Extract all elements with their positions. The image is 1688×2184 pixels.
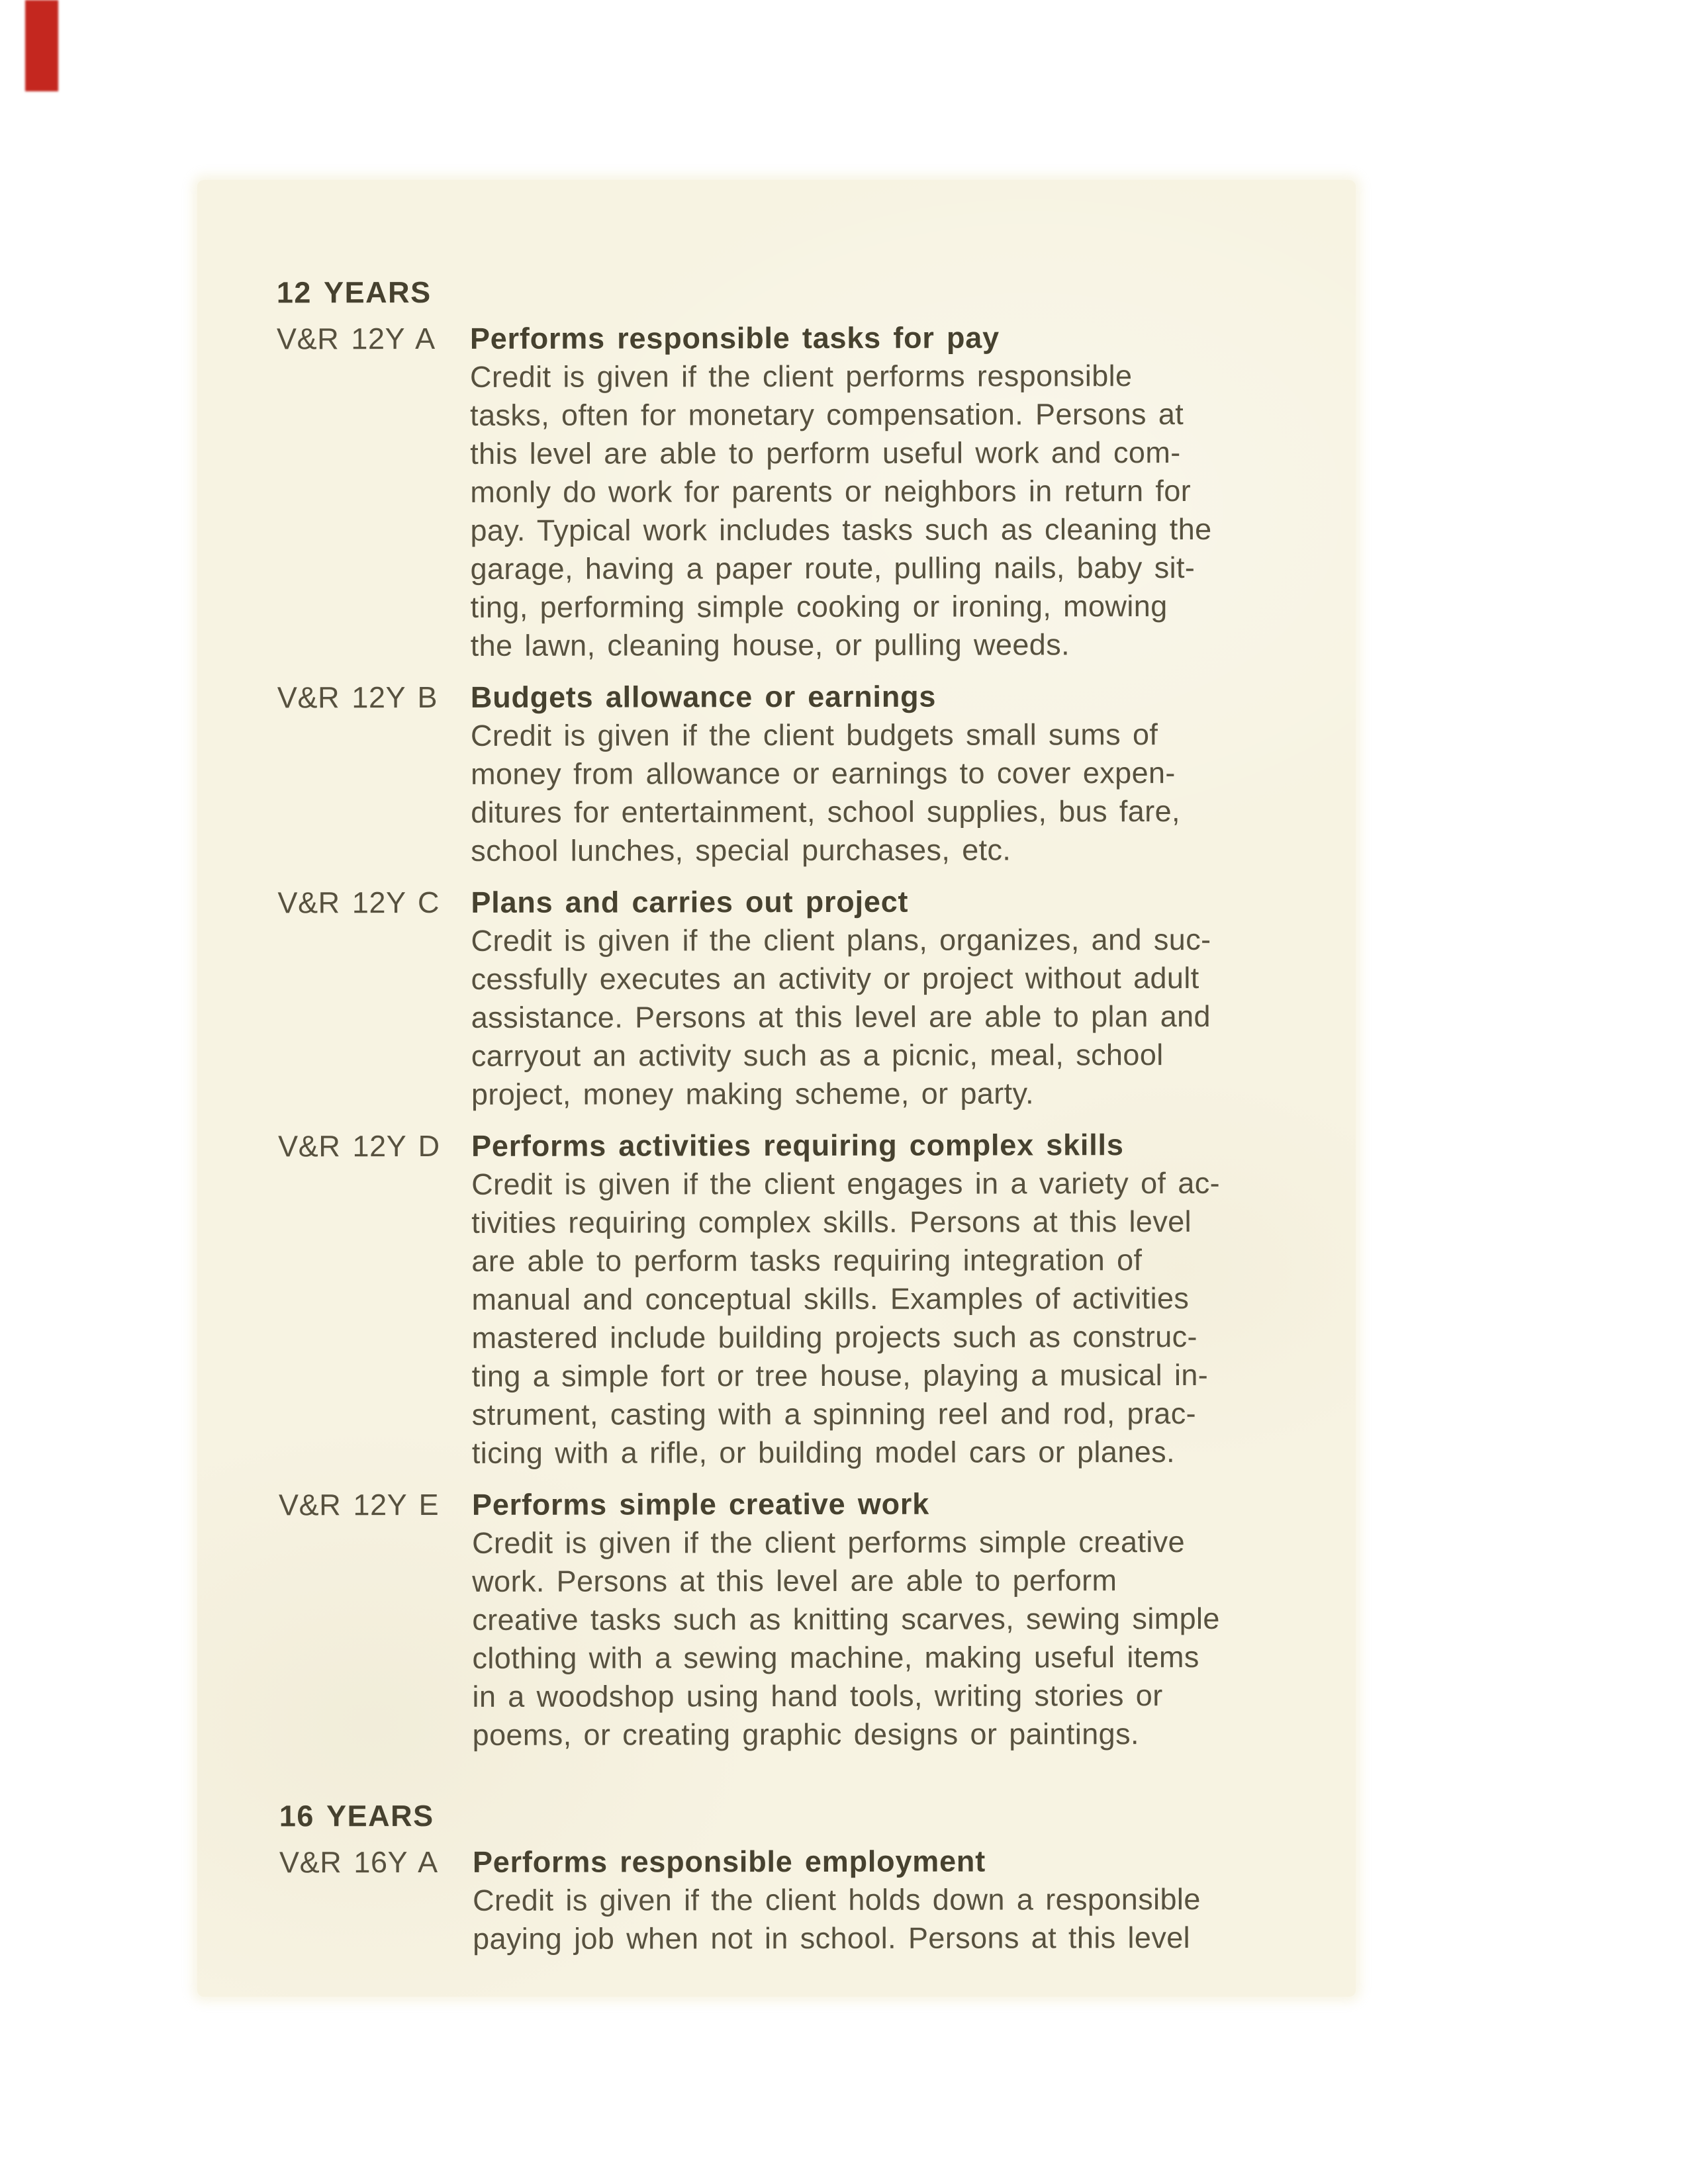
item-code: V&R 12Y E xyxy=(278,1487,440,1522)
item-body: Credit is given if the client plans, organizes, and suc- cessfully executes an activity or project without adult assistance. Persons at this level are able to plan and carryout an activity such as a picnic, meal, school project, money making scheme, or party. xyxy=(471,922,1211,1111)
item-body: Credit is given if the client engages in a variety of ac- tivities requiring complex skills. Persons at this level are able to perform tasks requiring integration of manual and conceptual skills. Examples of activities mastered include building projects such as construc- ting a simple fort or tree house, playing a musical in- strument, casting with a spinning reel and rod, prac- ticing with a rifle, or building model cars or planes. xyxy=(471,1165,1221,1470)
assessment-item xyxy=(277,318,1353,666)
item-content xyxy=(471,677,1354,870)
item-content xyxy=(470,318,1353,665)
item-code: V&R 12Y B xyxy=(277,680,438,715)
assessment-item xyxy=(279,1484,1355,1755)
red-ink-mark xyxy=(25,0,58,91)
item-heading: Performs responsible tasks for pay xyxy=(469,320,1000,355)
item-body: Credit is given if the client holds down a responsible paying job when not in school. Persons at this level xyxy=(473,1882,1201,1956)
item-body: Credit is given if the client performs responsible tasks, often for monetary compensation. Persons at this level are able to perform useful work and com- monly do work for parents or neighbors in return for pay. Typical work includes tasks such as cleaning the garage, having a paper route, pulling nails, baby sit- ting, performing simple cooking or ironing, mowing the lawn, cleaning house, or pulling weeds. xyxy=(469,359,1212,662)
item-heading: Performs simple creative work xyxy=(471,1486,930,1522)
page-text-block xyxy=(277,272,1355,1972)
item-code: V&R 12Y C xyxy=(277,885,440,920)
item-code: V&R 16Y A xyxy=(279,1844,438,1880)
assessment-item xyxy=(278,1126,1354,1473)
item-content xyxy=(473,1842,1355,1958)
item-code: V&R 12Y D xyxy=(278,1128,440,1163)
assessment-item xyxy=(277,882,1354,1115)
year-heading-16: 16 YEARS xyxy=(279,1799,434,1833)
item-content xyxy=(472,1484,1355,1754)
item-body: Credit is given if the client budgets small sums of money from allowance or earnings to cover expen- ditures for entertainment, school supplies, bus fare, school lunches, special purchases, etc. xyxy=(470,717,1180,868)
item-content xyxy=(471,1126,1354,1473)
item-heading: Performs activities requiring complex skills xyxy=(471,1128,1124,1163)
item-content xyxy=(471,882,1354,1114)
assessment-item xyxy=(277,677,1354,871)
item-body: Credit is given if the client performs simple creative work. Persons at this level are able to perform creative tasks such as knitting scarves, sewing simple clothing with a sewing machine, making useful items in a woodshop using hand tools, writing stories or poems, or creating graphic designs or paintings. xyxy=(472,1525,1220,1752)
item-code: V&R 12Y A xyxy=(276,322,436,356)
year-heading-12: 12 YEARS xyxy=(276,275,432,310)
assessment-item xyxy=(279,1842,1355,1959)
item-heading: Performs responsible employment xyxy=(472,1844,986,1879)
item-heading: Budgets allowance or earnings xyxy=(470,679,937,714)
item-heading: Plans and carries out project xyxy=(471,884,909,919)
